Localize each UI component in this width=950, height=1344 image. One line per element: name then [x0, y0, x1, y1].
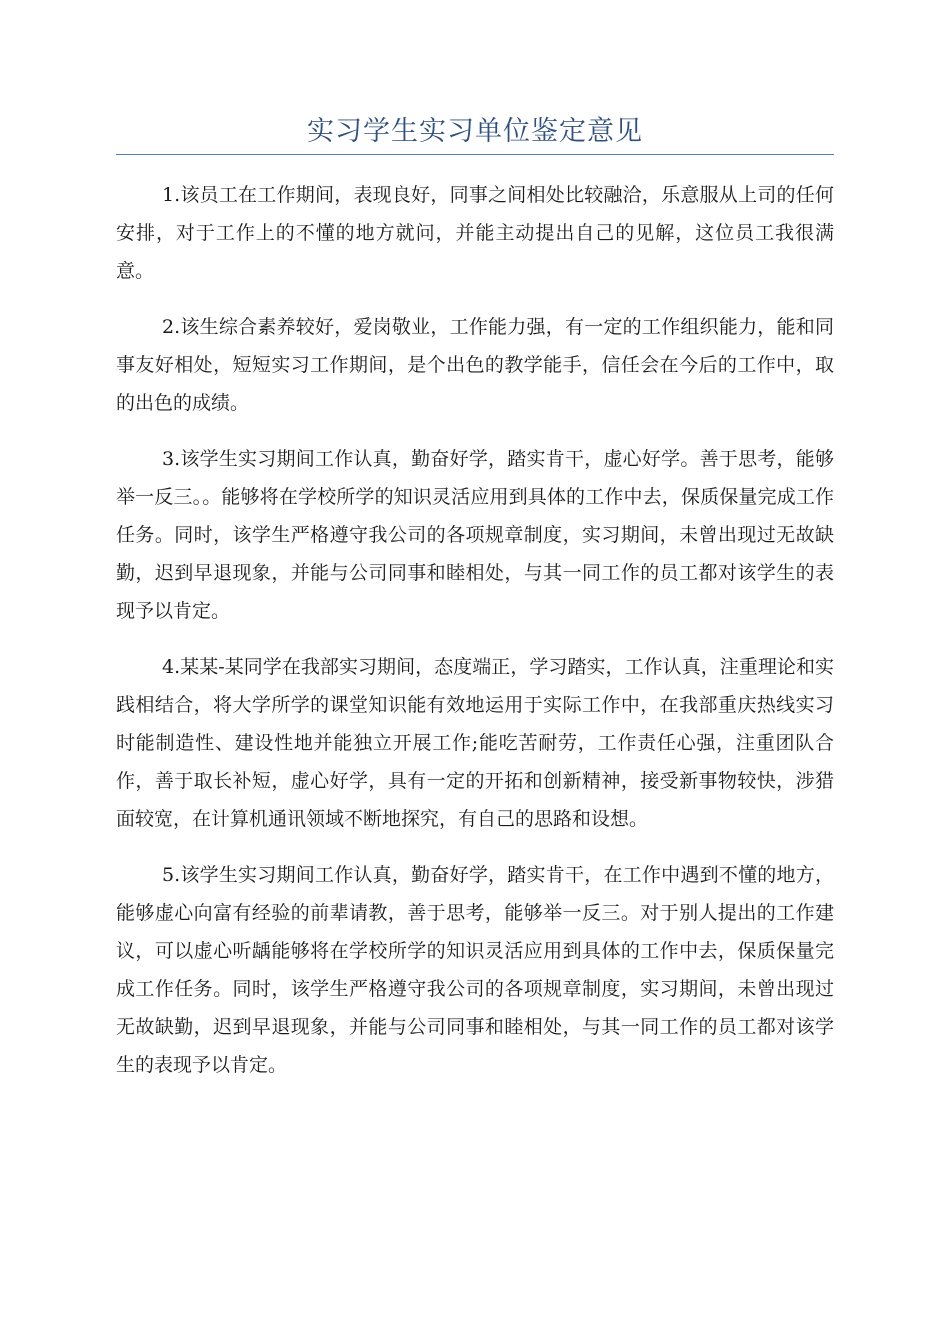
paragraph-1: 1.该员工在工作期间，表现良好，同事之间相处比较融洽，乐意服从上司的任何安排，对于工作上的不懂的地方就问，并能主动提出自己的见解，这位员工我很满意。 — [116, 184, 834, 282]
page-title: 实习学生实习单位鉴定意见 — [307, 116, 643, 147]
document-body — [116, 176, 834, 1102]
title-underline — [116, 154, 834, 155]
paragraph-4: 4.某某-某同学在我部实习期间，态度端正，学习踏实，工作认真，注重理论和实践相结合，将大学所学的课堂知识能有效地运用于实际工作中，在我部重庆热线实习时能制造性、建设性地并能独立开展工作;能吃苦耐劳，工作责任心强，注重团队合作，善于取长补短，虚心好学，具有一定的开拓和创新精神，接受新事物较快，涉猎面较宽，在计算机通讯领域不断地探究，有自己的思路和设想。 — [116, 656, 834, 830]
paragraph-2: 2.该生综合素养较好，爱岗敬业，工作能力强，有一定的工作组织能力，能和同事友好相处，短短实习工作期间，是个出色的教学能手，信任会在今后的工作中，取的出色的成绩。 — [116, 316, 834, 414]
paragraph-3: 3.该学生实习期间工作认真，勤奋好学，踏实肯干，虚心好学。善于思考，能够举一反三。。能够将在学校所学的知识灵活应用到具体的工作中去，保质保量完成工作任务。同时，该学生严格遵守我公司的各项规章制度，实习期间，未曾出现过无故缺勤，迟到早退现象，并能与公司同事和睦相处，与其一同工作的员工都对该学生的表现予以肯定。 — [116, 448, 834, 622]
paragraph-5: 5.该学生实习期间工作认真，勤奋好学，踏实肯干，在工作中遇到不懂的地方，能够虚心向富有经验的前辈请教，善于思考，能够举一反三。对于别人提出的工作建议，可以虚心听龋能够将在学校所学的知识灵活应用到具体的工作中去，保质保量完成工作任务。同时，该学生严格遵守我公司的各项规章制度，实习期间，未曾出现过无故缺勤，迟到早退现象，并能与公司同事和睦相处，与其一同工作的员工都对该学生的表现予以肯定。 — [116, 864, 834, 1076]
